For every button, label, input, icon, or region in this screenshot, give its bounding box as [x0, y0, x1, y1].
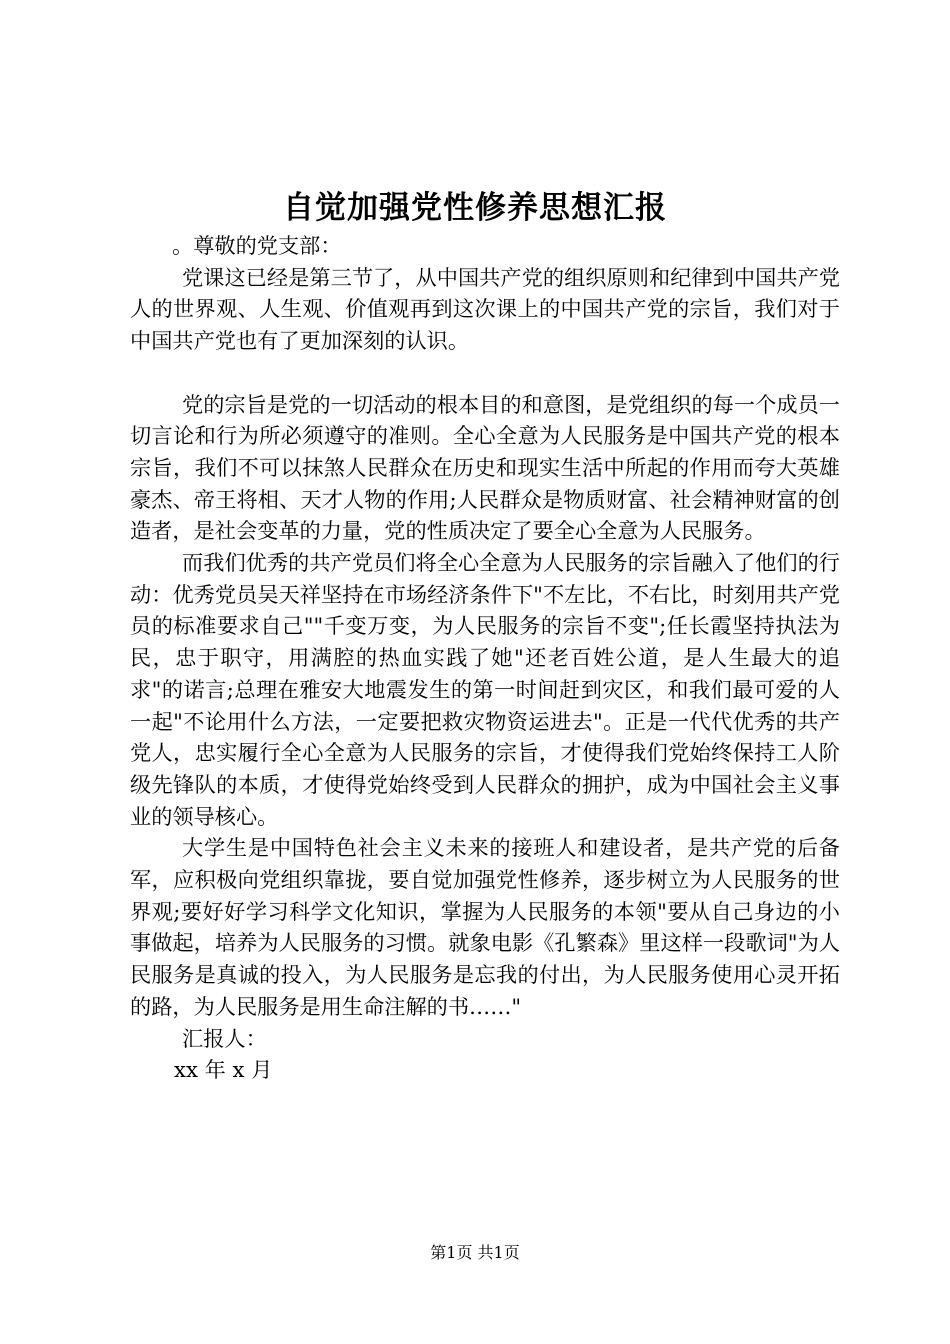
salutation: 。尊敬的党支部： — [172, 233, 342, 258]
signer-label: 汇报人： — [182, 1025, 267, 1051]
paragraph-1: 党课这已经是第三节了，从中国共产党的组织原则和纪律到中国共产党人的世界观、人生观、价值观再到这次课上的中国共产党的宗旨，我们对于中国共产党也有了更加深刻的认识。 — [130, 264, 840, 354]
paragraph-spacer — [130, 357, 840, 389]
paragraph-4: 大学生是中国特色社会主义未来的接班人和建设者，是共产党的后备军，应积极向党组织靠拢，要自觉加强党性修养，逐步树立为人民服务的世界观;要好好学习科学文化知识，掌握为人民服务的本领"要从自己身边的小事做起，培养为人民服务的习惯。就象电影《孔繁森》里这样一段歌词"为人民服务是真诚的投入，为人民服务是忘我的付出，为人民服务使用心灵开拓的路，为人民服务是用生命注解的书……" — [130, 835, 840, 1019]
document-title: 自觉加强党性修养思想汇报 — [283, 190, 667, 226]
report-date: xx 年 x 月 — [174, 1057, 273, 1083]
page-footer: 第1页 共1页 — [430, 1243, 520, 1262]
paragraph-3: 而我们优秀的共产党员们将全心全意为人民服务的宗旨融入了他们的行动：优秀党员吴天祥坚持在市场经济条件下"不左比，不右比，时刻用共产党员的标准要求自己""千变万变，为人民服务的宗旨不变";任长霞坚持执法为民，忠于职守，用满腔的热血实践了她"还老百姓公道，是人生最大的追求"的诺言;总理在雅安大地震发生的第一时间赶到灾区，和我们最可爱的人一起"不论用什么方法，一定要把救灾物资运进去"。正是一代代优秀的共产党人，忠实履行全心全意为人民服务的宗旨，才使得我们党始终保持工人阶级先锋队的本质，才使得党始终受到人民群众的拥护，成为中国社会主义事业的领导核心。 — [130, 550, 840, 829]
document-body — [130, 230, 840, 1086]
paragraph-2: 党的宗旨是党的一切活动的根本目的和意图，是党组织的每一个成员一切言论和行为所必须遵守的准则。全心全意为人民服务是中国共产党的根本宗旨，我们不可以抹煞人民群众在历史和现实生活中所起的作用而夸大英雄豪杰、帝王将相、天才人物的作用;人民群众是物质财富、社会精神财富的创造者，是社会变革的力量，党的性质决定了要全心全意为人民服务。 — [130, 391, 840, 544]
